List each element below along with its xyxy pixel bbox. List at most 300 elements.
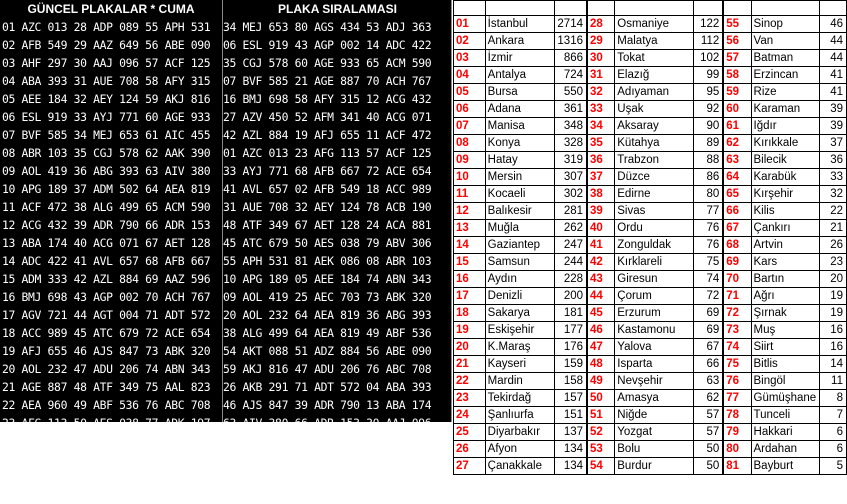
city-name-cell: Sivas: [615, 203, 694, 220]
plate-count-cell: 23: [820, 254, 847, 271]
table-row: [454, 186, 847, 203]
plate-code-cell: 28: [587, 16, 615, 33]
plate-code-cell: 08: [454, 135, 486, 152]
city-name-cell: Uşak: [615, 101, 694, 118]
city-name-cell: Amasya: [615, 390, 694, 407]
plate-code-cell: 07: [454, 118, 486, 135]
table-row: [454, 373, 847, 390]
table-row: [454, 407, 847, 424]
plate-row: 21 AGE 887 48 ATF 349 75 AAL 823: [2, 380, 211, 394]
city-name-cell: Sinop: [751, 16, 820, 33]
plate-code-cell: 79: [723, 424, 751, 441]
plate-code-cell: 54: [587, 458, 615, 475]
plate-row: 02 AFB 549 29 AAZ 649 56 ABE 090: [2, 38, 211, 52]
plate-code-cell: 58: [723, 67, 751, 84]
plate-row: 16 BMJ 698 58 AFY 315 12 ACG 432: [223, 92, 432, 106]
plate-row: 09 AOL 419 36 ABG 393 63 AIV 380: [2, 164, 211, 178]
plate-count-cell: 72: [693, 288, 723, 305]
city-name-cell: Erzincan: [751, 67, 820, 84]
table-row: [454, 254, 847, 271]
plate-code-cell: 38: [587, 186, 615, 203]
plate-count-cell: 76: [693, 220, 723, 237]
city-name-cell: Konya: [485, 135, 555, 152]
city-name-cell: Adana: [485, 101, 555, 118]
plate-code-cell: 42: [587, 254, 615, 271]
plate-code-cell: 45: [587, 305, 615, 322]
city-name-cell: Sakarya: [485, 305, 555, 322]
plate-row: 01 AZC 013 23 AFG 113 57 ACF 125: [223, 146, 432, 160]
plate-count-cell: 44: [820, 33, 847, 50]
city-name-cell: Afyon: [485, 441, 555, 458]
plate-row: 25 AEC 703 52 AFM 341 79 ABV 306: [2, 452, 211, 466]
table-row: [454, 237, 847, 254]
plate-count-cell: 39: [820, 118, 847, 135]
plate-code-cell: 40: [587, 220, 615, 237]
table-row: [454, 203, 847, 220]
table-row: [454, 16, 847, 33]
city-name-cell: Tekirdağ: [485, 390, 555, 407]
city-name-cell: Yalova: [615, 339, 694, 356]
table-row: [454, 424, 847, 441]
plate-code-cell: 43: [587, 271, 615, 288]
plate-row: 55 APH 531 81 AEK 086 08 ABR 103: [223, 254, 432, 268]
plate-code-cell: 30: [587, 50, 615, 67]
city-name-cell: Iğdır: [751, 118, 820, 135]
header-row: [454, 1, 847, 16]
city-name-cell: Çanakkale: [485, 458, 555, 475]
plate-count-cell: 90: [693, 118, 723, 135]
plate-row: 10 APG 189 37 ADM 502 64 AEA 819: [2, 182, 211, 196]
city-name-cell: Denizli: [485, 288, 555, 305]
plate-code-cell: 03: [454, 50, 486, 67]
city-name-cell: Gaziantep: [485, 237, 555, 254]
plate-count-cell: 724: [555, 67, 587, 84]
plate-code-cell: 72: [723, 305, 751, 322]
plate-row: 61 AIC 455 28 ADP 089 29 AAZ 649: [223, 434, 432, 448]
city-name-cell: Van: [751, 33, 820, 50]
plate-count-cell: 57: [693, 407, 723, 424]
city-name-cell: Antalya: [485, 67, 555, 84]
table-row: [454, 135, 847, 152]
city-name-cell: Trabzon: [615, 152, 694, 169]
plate-count-cell: 95: [693, 84, 723, 101]
plate-count-cell: 866: [555, 50, 587, 67]
plate-code-cell: 76: [723, 373, 751, 390]
plate-code-cell: 68: [723, 237, 751, 254]
plate-code-cell: 56: [723, 33, 751, 50]
plate-row: 34 MEJ 653 80 AGS 434 53 ADJ 363: [223, 20, 432, 34]
city-name-cell: Zonguldak: [615, 237, 694, 254]
plate-count-cell: 88: [693, 152, 723, 169]
plate-row: 31 AUE 708 32 AEY 124 78 ACB 190: [223, 200, 432, 214]
plate-code-cell: 39: [587, 203, 615, 220]
plate-code-cell: 20: [454, 339, 486, 356]
plate-row: 07 BVF 585 21 AGE 887 70 ACH 767: [223, 74, 432, 88]
plate-row: 15 ADM 333 42 AZL 884 69 AAZ 596: [2, 272, 211, 286]
plate-count-cell: 177: [555, 322, 587, 339]
plate-code-cell: 64: [723, 169, 751, 186]
plate-code-cell: 52: [587, 424, 615, 441]
city-name-cell: Tokat: [615, 50, 694, 67]
table-row: [454, 458, 847, 475]
city-name-cell: Yozgat: [615, 424, 694, 441]
city-count-table: [453, 0, 847, 475]
plate-count-cell: 69: [693, 322, 723, 339]
city-name-cell: Aksaray: [615, 118, 694, 135]
city-name-cell: Ordu: [615, 220, 694, 237]
city-name-cell: Kırklareli: [615, 254, 694, 271]
plate-code-cell: 57: [723, 50, 751, 67]
plate-count-cell: 46: [820, 16, 847, 33]
plate-row: 46 AJS 847 39 ADR 790 13 ABA 174: [223, 398, 432, 412]
plate-code-cell: 63: [723, 152, 751, 169]
plate-count-cell: 19: [820, 288, 847, 305]
plate-code-cell: 24: [454, 407, 486, 424]
city-name-cell: Osmaniye: [615, 16, 694, 33]
plate-count-cell: 112: [693, 33, 723, 50]
table-row: [454, 390, 847, 407]
plate-code-cell: 01: [454, 16, 486, 33]
table-row: [454, 288, 847, 305]
city-name-cell: Tunceli: [751, 407, 820, 424]
plate-code-cell: 71: [723, 288, 751, 305]
plate-count-cell: 134: [555, 441, 587, 458]
plate-count-cell: 74: [693, 271, 723, 288]
city-name-cell: K.Maraş: [485, 339, 555, 356]
plate-row: 13 ABA 174 40 ACG 071 67 AET 128: [2, 236, 211, 250]
plate-row: 22 AEA 960 49 ABF 536 76 ABC 708: [2, 398, 211, 412]
city-name-cell: Giresun: [615, 271, 694, 288]
city-name-cell: Kastamonu: [615, 322, 694, 339]
plate-count-cell: 26: [820, 237, 847, 254]
plate-count-cell: 16: [820, 322, 847, 339]
plate-count-cell: 5: [820, 458, 847, 475]
plate-row: 16 BMJ 698 43 AGP 002 70 ACH 767: [2, 290, 211, 304]
plate-row: 11 ACF 472 38 ALG 499 65 ACM 590: [2, 200, 211, 214]
city-name-cell: Bilecik: [751, 152, 820, 169]
plate-count-cell: 122: [693, 16, 723, 33]
plate-count-cell: 20: [820, 271, 847, 288]
plate-count-cell: 228: [555, 271, 587, 288]
city-name-cell: Adıyaman: [615, 84, 694, 101]
plate-row: 35 CGJ 578 60 AGE 933 65 ACM 590: [223, 56, 432, 70]
plate-row: 38 ALG 499 64 AEA 819 49 ABF 536: [223, 326, 432, 340]
plate-code-cell: 27: [454, 458, 486, 475]
table-row: [454, 305, 847, 322]
city-name-cell: Gümüşhane: [751, 390, 820, 407]
plate-row: 09 AOL 419 25 AEC 703 73 ABK 320: [223, 290, 432, 304]
table-row: [454, 118, 847, 135]
plate-count-cell: 80: [693, 186, 723, 203]
plate-code-cell: 62: [723, 135, 751, 152]
plate-count-cell: 32: [820, 186, 847, 203]
plate-count-cell: 348: [555, 118, 587, 135]
plate-count-cell: 41: [820, 67, 847, 84]
plate-count-cell: 102: [693, 50, 723, 67]
city-name-cell: Kırşehir: [751, 186, 820, 203]
plate-code-cell: 81: [723, 458, 751, 475]
plate-row: 20 AOL 232 47 ADU 206 74 ABN 343: [2, 362, 211, 376]
plate-code-cell: 31: [587, 67, 615, 84]
plate-count-cell: 200: [555, 288, 587, 305]
plate-code-cell: 78: [723, 407, 751, 424]
city-name-cell: Çankırı: [751, 220, 820, 237]
plate-ranking-column: [223, 18, 431, 504]
plate-row: 27 AZV 450 54 AKT 088 81 AEK 086: [2, 488, 211, 502]
plate-code-cell: 73: [723, 322, 751, 339]
plate-row: 54 AKT 088 51 ADZ 884 56 ABE 090: [223, 344, 432, 358]
city-name-cell: Artvin: [751, 237, 820, 254]
city-name-cell: Kütahya: [615, 135, 694, 152]
city-name-cell: Bayburt: [751, 458, 820, 475]
table-row: [454, 322, 847, 339]
plate-row: 23 AFG 113 50 AES 038 77 ADK 197: [2, 416, 211, 430]
plate-row: 27 AZV 450 52 AFM 341 40 ACG 071: [223, 110, 432, 124]
city-name-cell: Hakkari: [751, 424, 820, 441]
plate-count-cell: 16: [820, 339, 847, 356]
plate-count-cell: 134: [555, 458, 587, 475]
city-count-panel: [453, 0, 847, 472]
plate-count-cell: 2714: [555, 16, 587, 33]
plate-count-cell: 302: [555, 186, 587, 203]
plate-count-cell: 1316: [555, 33, 587, 50]
table-row: [454, 152, 847, 169]
plate-code-cell: 17: [454, 288, 486, 305]
city-name-cell: Bingöl: [751, 373, 820, 390]
table-row: [454, 271, 847, 288]
city-name-cell: Mersin: [485, 169, 555, 186]
plate-code-cell: 44: [587, 288, 615, 305]
plate-count-cell: 63: [693, 373, 723, 390]
plate-row: 07 BVF 585 34 MEJ 653 61 AIC 455: [2, 128, 211, 142]
city-name-cell: Niğde: [615, 407, 694, 424]
city-name-cell: Siirt: [751, 339, 820, 356]
city-name-cell: Hatay: [485, 152, 555, 169]
plate-count-cell: 7: [820, 407, 847, 424]
plate-code-cell: 33: [587, 101, 615, 118]
plate-count-cell: 319: [555, 152, 587, 169]
plate-row: 04 ABA 393 31 AUE 708 58 AFY 315: [2, 74, 211, 88]
plate-count-cell: 6: [820, 441, 847, 458]
plate-row: 26 AKB 291 71 ADT 572 04 ABA 393: [223, 380, 432, 394]
city-name-cell: Elazığ: [615, 67, 694, 84]
plate-code-cell: 09: [454, 152, 486, 169]
plate-count-cell: 67: [693, 339, 723, 356]
city-name-cell: Aydın: [485, 271, 555, 288]
plate-code-cell: 06: [454, 101, 486, 118]
plate-row: 24 ACA 881 51 ADZ 884 78 ACB 190: [2, 434, 211, 448]
city-name-cell: Çorum: [615, 288, 694, 305]
plate-code-cell: 74: [723, 339, 751, 356]
city-name-cell: Karabük: [751, 169, 820, 186]
plate-count-cell: 262: [555, 220, 587, 237]
city-name-cell: Balıkesir: [485, 203, 555, 220]
plate-count-cell: 247: [555, 237, 587, 254]
city-name-cell: Mardin: [485, 373, 555, 390]
plate-row: 33 AYJ 771 68 AFB 667 72 ACE 654: [223, 164, 432, 178]
city-name-cell: Ağrı: [751, 288, 820, 305]
plate-code-cell: 48: [587, 356, 615, 373]
city-name-cell: Kocaeli: [485, 186, 555, 203]
plate-count-cell: 19: [820, 305, 847, 322]
plate-code-cell: 41: [587, 237, 615, 254]
plate-row: 06 ESL 919 43 AGP 002 14 ADC 422: [223, 38, 432, 52]
city-name-cell: Muş: [751, 322, 820, 339]
plate-count-cell: 92: [693, 101, 723, 118]
city-name-cell: Muğla: [485, 220, 555, 237]
city-name-cell: Bursa: [485, 84, 555, 101]
plate-code-cell: 14: [454, 237, 486, 254]
table-row: [454, 33, 847, 50]
plate-code-cell: 16: [454, 271, 486, 288]
table-row: [454, 101, 847, 118]
city-name-cell: Kilis: [751, 203, 820, 220]
city-name-cell: Malatya: [615, 33, 694, 50]
plate-count-cell: 37: [820, 135, 847, 152]
city-name-cell: Kayseri: [485, 356, 555, 373]
plate-count-cell: 550: [555, 84, 587, 101]
plate-code-cell: 12: [454, 203, 486, 220]
city-name-cell: Bartın: [751, 271, 820, 288]
plate-code-cell: 13: [454, 220, 486, 237]
city-name-cell: Kars: [751, 254, 820, 271]
plate-code-cell: 55: [723, 16, 751, 33]
plate-code-cell: 21: [454, 356, 486, 373]
plate-row: 41 AVL 657 02 AFB 549 18 ACC 989: [223, 182, 432, 196]
plate-count-cell: 50: [693, 458, 723, 475]
plate-code-cell: 29: [587, 33, 615, 50]
plate-count-cell: 39: [820, 101, 847, 118]
city-name-cell: Eskişehir: [485, 322, 555, 339]
plate-count-cell: 57: [693, 424, 723, 441]
plate-code-cell: 50: [587, 390, 615, 407]
city-name-cell: İzmir: [485, 50, 555, 67]
plate-count-cell: 50: [693, 441, 723, 458]
plate-row: 12 ACG 432 39 ADR 790 66 ADR 153: [2, 218, 211, 232]
city-name-cell: Nevşehir: [615, 373, 694, 390]
plate-code-cell: 04: [454, 67, 486, 84]
plate-count-cell: 66: [693, 356, 723, 373]
plate-row: 10 APG 189 05 AEE 184 74 ABN 343: [223, 272, 432, 286]
plate-row: 14 ADC 422 41 AVL 657 68 AFB 667: [2, 254, 211, 268]
plate-count-cell: 157: [555, 390, 587, 407]
plate-count-cell: 69: [693, 305, 723, 322]
plate-row: 45 ATC 679 50 AES 038 79 ABV 306: [223, 236, 432, 250]
city-name-cell: Kırıkkale: [751, 135, 820, 152]
plate-code-cell: 70: [723, 271, 751, 288]
plate-count-cell: 159: [555, 356, 587, 373]
plate-code-cell: 22: [454, 373, 486, 390]
plate-row: 63 AIV 380 66 ADR 153 30 AAJ 096: [223, 416, 432, 430]
city-name-cell: İstanbul: [485, 16, 555, 33]
city-name-cell: Bitlis: [751, 356, 820, 373]
table-row: [454, 84, 847, 101]
city-name-cell: Edirne: [615, 186, 694, 203]
city-name-cell: Bolu: [615, 441, 694, 458]
plate-code-cell: 26: [454, 441, 486, 458]
table-row: [454, 339, 847, 356]
plate-code-cell: 60: [723, 101, 751, 118]
city-name-cell: Erzurum: [615, 305, 694, 322]
city-name-cell: Samsun: [485, 254, 555, 271]
plate-code-cell: 36: [587, 152, 615, 169]
plate-code-cell: 02: [454, 33, 486, 50]
table-row: [454, 67, 847, 84]
plate-code-cell: 32: [587, 84, 615, 101]
plate-count-cell: 14: [820, 356, 847, 373]
plate-count-cell: 62: [693, 390, 723, 407]
plate-code-cell: 11: [454, 186, 486, 203]
plate-code-cell: 19: [454, 322, 486, 339]
plate-count-cell: 181: [555, 305, 587, 322]
plate-row: 01 AZC 013 28 ADP 089 55 APH 531: [2, 20, 211, 34]
plate-code-cell: 05: [454, 84, 486, 101]
plate-code-cell: 80: [723, 441, 751, 458]
plate-row: 03 AHF 297 30 AAJ 096 57 ACF 125: [2, 56, 211, 70]
plate-row: 26 AKB 291 53 ADJ 363 80 AGS 434: [2, 470, 211, 484]
plate-code-cell: 47: [587, 339, 615, 356]
city-name-cell: Batman: [751, 50, 820, 67]
plate-row: 17 AGV 721 44 AGT 004 71 ADT 572: [2, 308, 211, 322]
plate-code-cell: 77: [723, 390, 751, 407]
plate-code-cell: 49: [587, 373, 615, 390]
plate-count-cell: 328: [555, 135, 587, 152]
plate-row: 44 AGT 004 77 ADK 197 30 AAJ 096: [223, 488, 432, 502]
city-name-cell: Şanlıurfa: [485, 407, 555, 424]
plate-count-cell: 41: [820, 84, 847, 101]
plate-code-cell: 67: [723, 220, 751, 237]
plate-count-cell: 22: [820, 203, 847, 220]
plate-count-cell: 8: [820, 390, 847, 407]
plate-code-cell: 15: [454, 254, 486, 271]
plate-count-cell: 6: [820, 424, 847, 441]
plate-row: 19 AFJ 655 46 AJS 847 73 ABK 320: [2, 344, 211, 358]
table-row: [454, 220, 847, 237]
plate-row: 18 ACC 989 45 ATC 679 72 ACE 654: [2, 326, 211, 340]
plate-code-cell: 61: [723, 118, 751, 135]
plate-count-cell: 21: [820, 220, 847, 237]
plate-code-cell: 69: [723, 254, 751, 271]
current-plates-header: GÜNCEL PLAKALAR * CUMA: [27, 2, 195, 16]
plate-count-cell: 176: [555, 339, 587, 356]
current-plates-column: [2, 18, 210, 504]
city-name-cell: Burdur: [615, 458, 694, 475]
city-name-cell: Diyarbakır: [485, 424, 555, 441]
plate-row: 05 AEE 184 32 AEY 124 59 AKJ 816: [2, 92, 211, 106]
plate-code-cell: 59: [723, 84, 751, 101]
plate-count-cell: 137: [555, 424, 587, 441]
city-name-cell: Ardahan: [751, 441, 820, 458]
table-row: [454, 50, 847, 67]
plate-count-cell: 86: [693, 169, 723, 186]
plate-count-cell: 77: [693, 203, 723, 220]
plate-count-cell: 44: [820, 50, 847, 67]
plate-count-cell: 76: [693, 237, 723, 254]
plate-code-cell: 51: [587, 407, 615, 424]
plate-count-cell: 36: [820, 152, 847, 169]
plate-code-cell: 18: [454, 305, 486, 322]
city-name-cell: Isparta: [615, 356, 694, 373]
plate-code-cell: 75: [723, 356, 751, 373]
plate-code-cell: 66: [723, 203, 751, 220]
plate-row: 03 AHF 297 37 ADM 502 75 AAL 823: [223, 452, 432, 466]
plate-code-cell: 65: [723, 186, 751, 203]
table-row: [454, 441, 847, 458]
plate-code-cell: 46: [587, 322, 615, 339]
city-name-cell: Karaman: [751, 101, 820, 118]
plate-count-cell: 75: [693, 254, 723, 271]
plate-code-cell: 53: [587, 441, 615, 458]
